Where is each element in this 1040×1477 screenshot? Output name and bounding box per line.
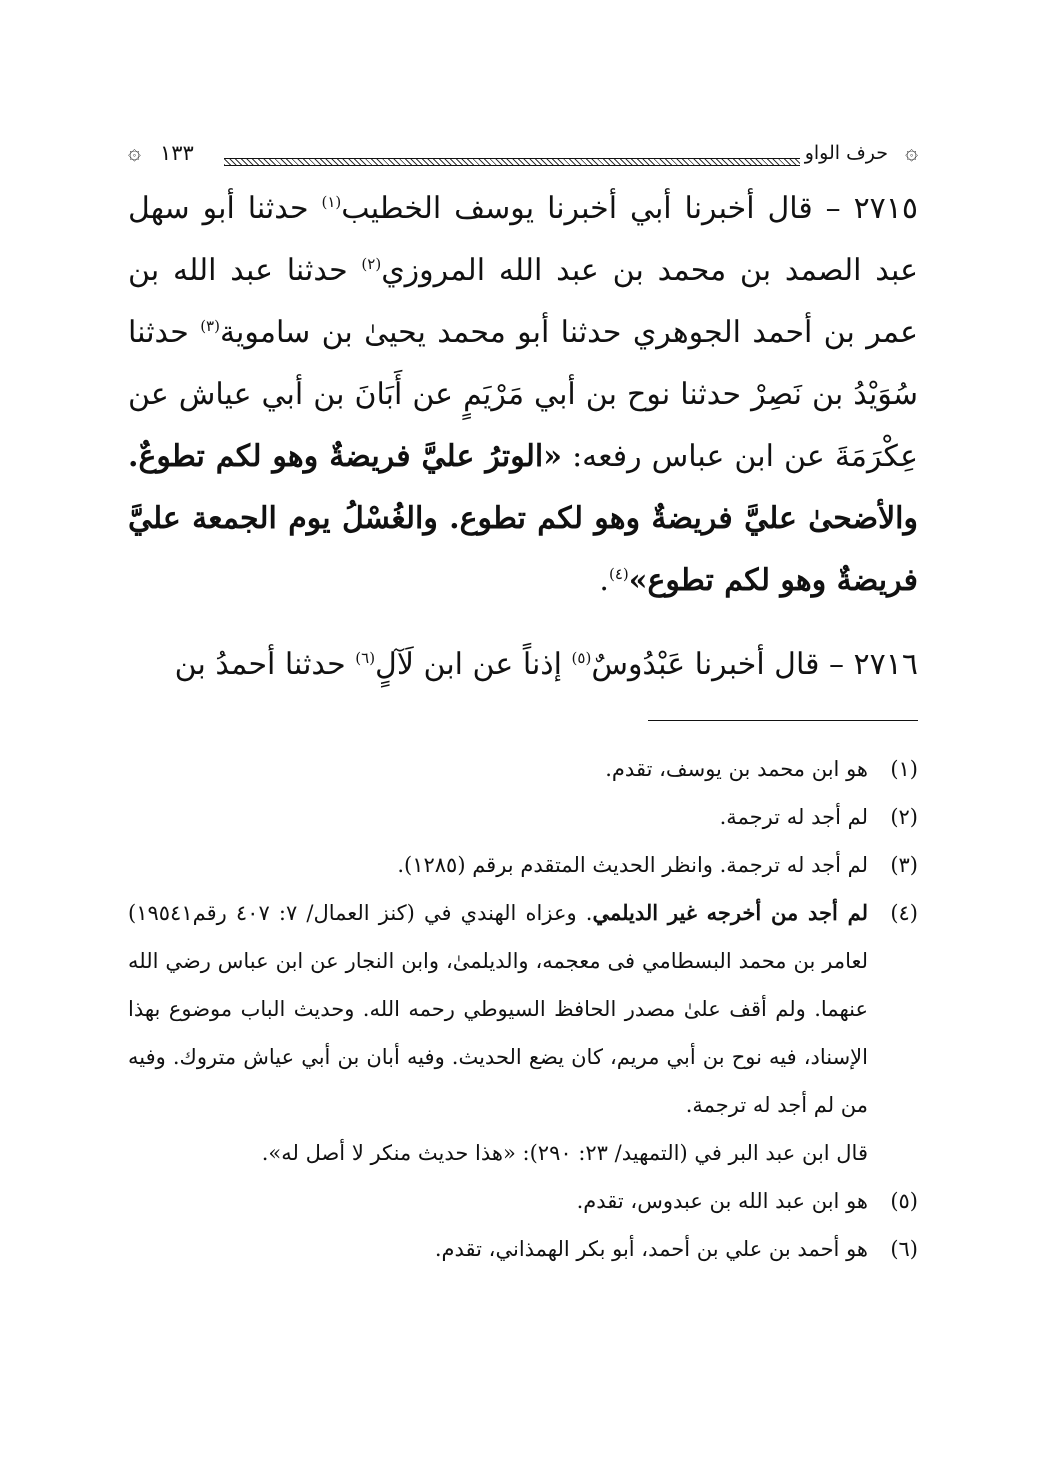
text-run: .	[599, 563, 609, 598]
footnote-number: (٢)	[890, 805, 918, 829]
footnote-4	[128, 889, 918, 1177]
ornament-icon: ۞	[905, 140, 918, 165]
footnote-2	[128, 793, 918, 841]
footnote-number: (١)	[890, 757, 918, 781]
text-run: إذناً عن ابن لَآلٍ	[375, 647, 572, 682]
footnote-separator	[648, 720, 918, 721]
footnote-text: هو ابن عبد الله بن عبدوس، تقدم.	[576, 1189, 868, 1213]
footnotes	[128, 745, 918, 1273]
footnote-1	[128, 745, 918, 793]
ornament-icon: ۞	[128, 140, 141, 165]
footnote-text: لم أجد له ترجمة.	[719, 805, 868, 829]
text-run: حدثنا أحمدُ بن	[174, 647, 356, 682]
footnote-6	[128, 1225, 918, 1273]
footnote-number: (٣)	[890, 853, 918, 877]
paragraph-2715	[128, 178, 918, 612]
footnote-number: (٥)	[890, 1189, 918, 1213]
footnote-number: (٤)	[890, 901, 918, 925]
footnote-ref: (٥)	[571, 649, 592, 667]
header-rule	[224, 158, 800, 166]
text-run: ٢٧١٦ – قال أخبرنا عَبْدُوسٌ	[591, 647, 918, 682]
footnote-ref: (٣)	[200, 317, 220, 335]
text-run: ٢٧١٥ – قال أخبرنا أبي أخبرنا يوسف الخطيب	[341, 191, 919, 226]
running-header	[128, 138, 918, 172]
footnote-ref: (١)	[321, 193, 342, 211]
page-number: ١٣٣	[160, 141, 194, 165]
footnote-5	[128, 1177, 918, 1225]
text-run: حدثنا سُوَيْدُ بن نَصِرْ حدثنا نوح بن أبي مَرْيَمٍ عن أَبَانَ بن أبي عياش عن عِكْرَمَةَ عن ابن عباس رفعه:	[128, 315, 918, 474]
main-text	[128, 178, 918, 696]
footnote-text: هو أحمد بن علي بن أحمد، أبو بكر الهمذاني، تقدم.	[434, 1237, 868, 1261]
text-run: حدثنا عبد الله بن عمر بن أحمد الجوهري حدثنا أبو محمد يحيىٰ بن ساموية	[128, 253, 918, 350]
hadith-text: «الوترُ عليَّ فريضةٌ وهو لكم تطوعٌ. والأضحىٰ عليَّ فريضةٌ وهو لكم تطوع. والغُسْلُ يوم الجمعة عليَّ فريضةٌ وهو لكم تطوع»	[128, 439, 918, 598]
footnote-ref: (٦)	[355, 649, 376, 667]
text-run: . وعزاه الهندي في (كنز العمال/ ٧: ٤٠٧ رقم١٩٥٤١) لعامر بن محمد البسطامي فى معجمه، والديلمىٰ، وابن النجار عن ابن عباس رضي الله عنهما. ولم أقف علىٰ مصدر الحافظ السيوطي رحمه الله. وحديث الباب موضوع بهذا الإسناد، فيه نوح بن أبي مريم، كان يضع الحديث. وفيه أبان بن أبي عياش متروك. وفيه من لم أجد له ترجمة.	[128, 901, 868, 1117]
footnote-text-continued: قال ابن عبد البر في (التمهيد/ ٢٣: ٢٩٠): «هذا حديث منكر لا أصل له».	[261, 1141, 868, 1165]
chapter-title: حرف الواو	[804, 142, 888, 164]
footnote-number: (٦)	[890, 1237, 918, 1261]
footnote-ref: (٤)	[608, 565, 629, 583]
footnote-ref: (٢)	[361, 255, 382, 273]
text-run: حدثنا أبو سهل عبد الصمد بن محمد بن عبد الله المروزي	[128, 191, 919, 288]
footnote-text	[128, 889, 868, 1129]
footnote-text: هو ابن محمد بن يوسف، تقدم.	[605, 757, 868, 781]
footnote-text: لم أجد له ترجمة. وانظر الحديث المتقدم برقم (١٢٨٥).	[397, 853, 868, 877]
paragraph-2716	[128, 634, 918, 696]
footnote-bold-text: لم أجد من أخرجه غير الديلمي	[592, 900, 868, 925]
footnote-3	[128, 841, 918, 889]
